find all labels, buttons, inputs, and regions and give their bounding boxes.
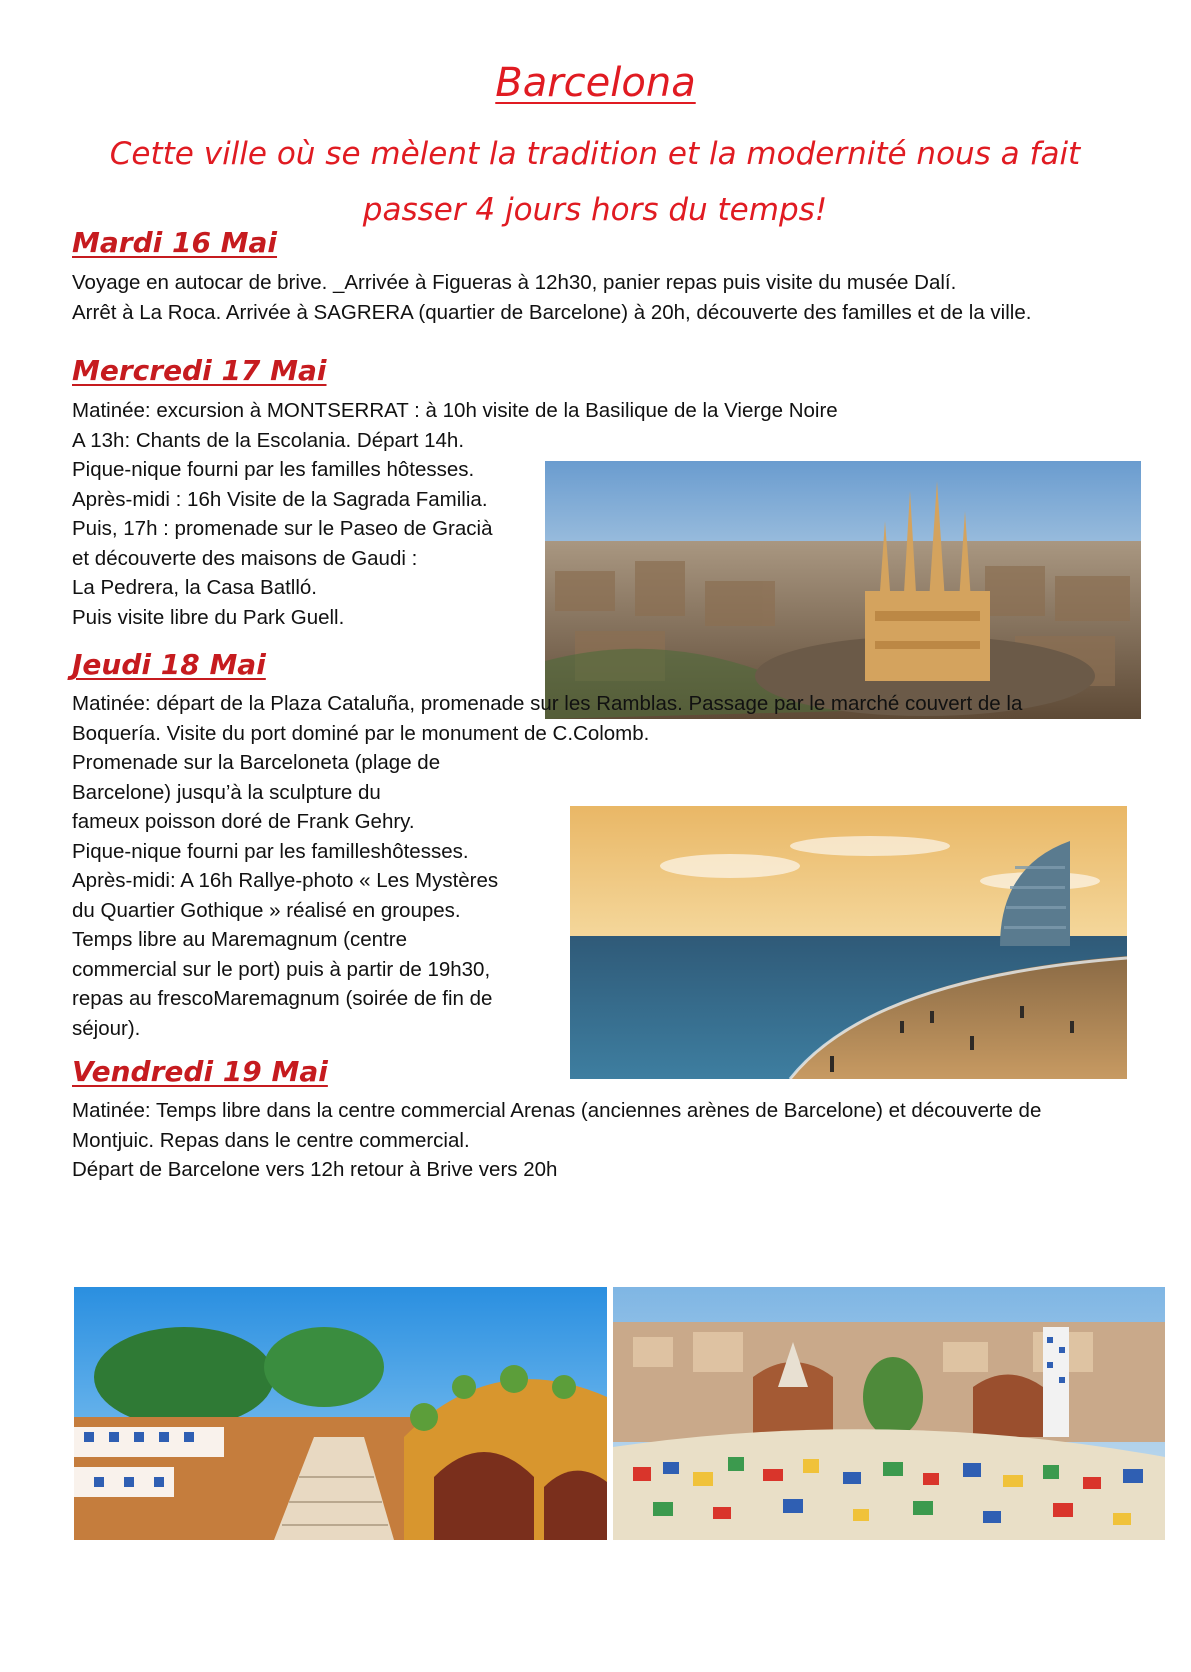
text-line: Matinée: départ de la Plaza Cataluña, promenade sur les Ramblas. Passage par le marché couvert de la [72,692,1023,715]
park-guell-mosaic-photo [613,1287,1165,1540]
subtitle-line-2: passer 4 jours hors du temps! [362,192,828,228]
text-line: Montjuic. Repas dans le centre commercial. [72,1128,470,1152]
text-line: A 13h: Chants de la Escolania. Départ 14h. [72,428,465,452]
page-subtitle [70,126,1120,238]
text-line: Pique-nique fourni par les familles hôtesses. [72,458,475,481]
text-line: Arrêt à La Roca. Arrivée à SAGRERA (quartier de Barcelone) à 20h, découverte des familles et de la ville. [72,300,1032,324]
day-text-vendredi [72,1096,1041,1185]
text-line: fameux poisson doré de Frank Gehry. [72,810,415,833]
text-line: Boquería. Visite du port dominé par le monument de C.Colomb. [72,721,650,745]
day-text-mardi [72,268,1031,327]
text-line: La Pedrera, la Casa Batlló. [72,576,317,599]
text-line: Après-midi: A 16h Rallye-photo « Les Mystères [72,869,499,892]
text-line: et découverte des maisons de Gaudi : [72,546,418,570]
text-line: séjour). [72,1016,141,1040]
barceloneta-beach-photo [570,806,1127,1079]
text-line: Puis visite libre du Park Guell. [72,605,345,629]
text-line: Pique-nique fourni par les familleshôtesses. [72,839,469,863]
text-line: repas au frescoMaremagnum (soirée de fin de [72,987,493,1010]
text-line: commercial sur le port) puis à partir de 19h30, [72,957,491,981]
text-line: Matinée: excursion à MONTSERRAT : à 10h visite de la Basilique de la Vierge Noire [72,399,838,422]
text-line: Voyage en autocar de brive. _Arrivée à Figueras à 12h30, panier repas puis visite du musée Dalí. [72,271,957,294]
text-line: du Quartier Gothique » réalisé en groupes. [72,898,461,922]
day-heading-jeudi: Jeudi 18 Mai [72,648,266,681]
day-heading-mercredi: Mercredi 17 Mai [72,354,327,387]
text-line: Départ de Barcelone vers 12h retour à Brive vers 20h [72,1158,558,1181]
text-line: Promenade sur la Barceloneta (plage de [72,751,441,774]
text-line: Barcelone) jusqu’à la sculpture du [72,780,381,804]
day-heading-vendredi: Vendredi 19 Mai [72,1055,328,1088]
park-guell-stairs-photo [74,1287,607,1540]
page-title: Barcelona [495,60,696,106]
subtitle-line-1: Cette ville où se mèlent la tradition et la modernité nous a fait [109,136,1081,172]
text-line: Puis, 17h : promenade sur le Paseo de Gracià [72,517,493,540]
text-line: Après-midi : 16h Visite de la Sagrada Familia. [72,487,488,511]
text-line: Temps libre au Maremagnum (centre [72,928,407,951]
day-heading-mardi: Mardi 16 Mai [72,226,278,259]
text-line: Matinée: Temps libre dans la centre commercial Arenas (anciennes arènes de Barcelone) et découverte de [72,1099,1042,1122]
sagrada-familia-photo [545,461,1141,719]
